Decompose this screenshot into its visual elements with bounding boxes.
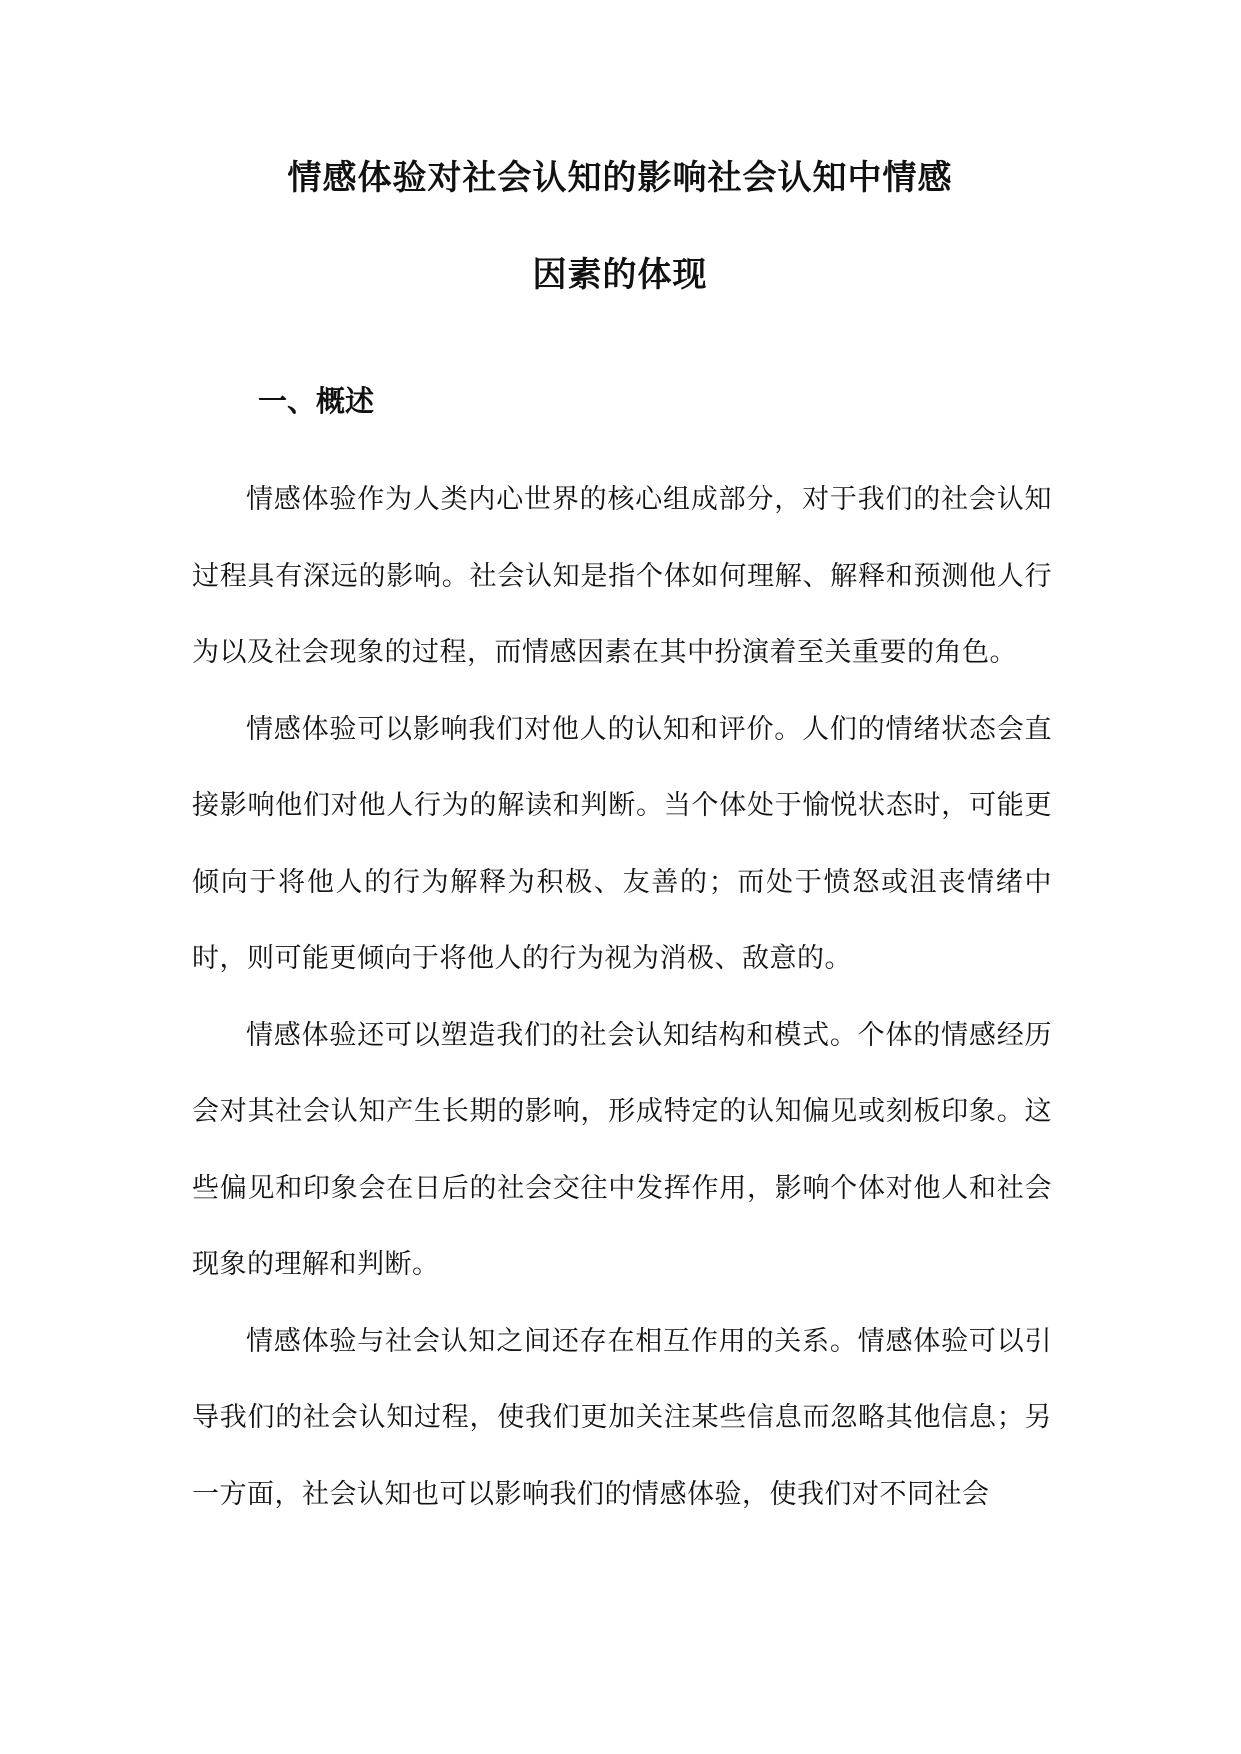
document-title-line-2: 因素的体现	[532, 255, 708, 295]
paragraph: 情感体验作为人类内心世界的核心组成部分，对于我们的社会认知过程具有深远的影响。社会认知是指个体如何理解、解释和预测他人行为以及社会现象的过程，而情感因素在其中扮演着至关重要的角色。	[192, 484, 1052, 668]
paragraph: 情感体验与社会认知之间还存在相互作用的关系。情感体验可以引导我们的社会认知过程，使我们更加关注某些信息而忽略其他信息；另一方面，社会认知也可以影响我们的情感体验，使我们对不同社会	[192, 1325, 1052, 1510]
document-title-line-1: 情感体验对社会认知的影响社会认知中情感	[287, 158, 953, 198]
paragraph: 情感体验还可以塑造我们的社会认知结构和模式。个体的情感经历会对其社会认知产生长期的影响，形成特定的认知偏见或刻板印象。这些偏见和印象会在日后的社会交往中发挥作用，影响个体对他人和社会现象的理解和判断。	[192, 1019, 1052, 1280]
document-body	[192, 462, 1052, 1533]
paragraph: 情感体验可以影响我们对他人的认知和评价。人们的情绪状态会直接影响他们对他人行为的解读和判断。当个体处于愉悦状态时，可能更倾向于将他人的行为解释为积极、友善的；而处于愤怒或沮丧情绪中时，则可能更倾向于将他人的行为视为消极、敌意的。	[192, 713, 1052, 974]
section-heading: 一、概述	[258, 384, 375, 418]
